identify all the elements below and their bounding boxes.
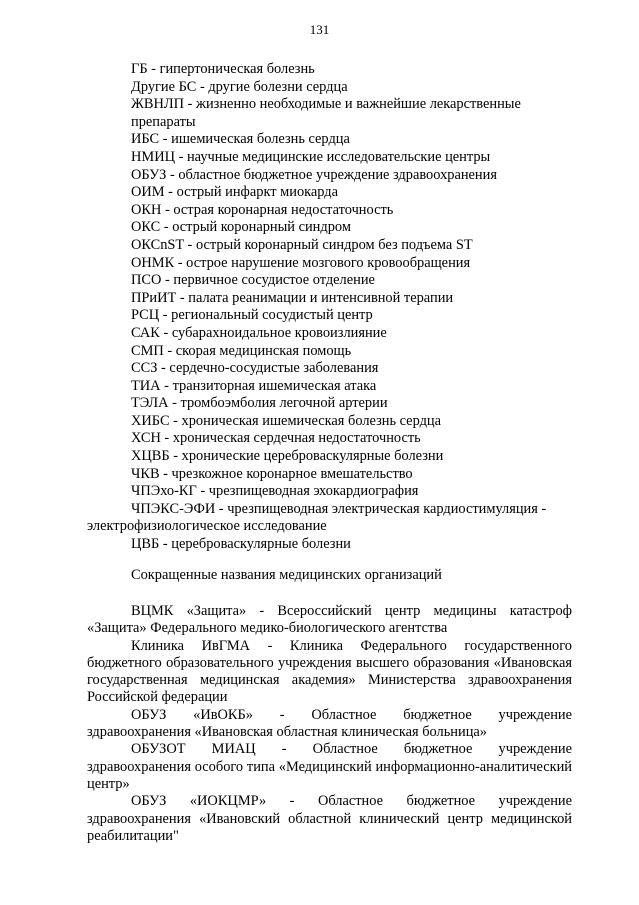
abbreviation-item: ССЗ - сердечно-сосудистые заболевания [131,360,379,377]
abbreviation-item: ЦВБ - цереброваскулярные болезни [131,536,351,553]
organization-description: здравоохранения особого типа «Медицинский информационно-аналитический центр» [87,758,572,792]
abbreviation-item: ИБС - ишемическая болезнь сердца [131,131,350,148]
organization-list [87,603,572,845]
abbreviation-item: СМП - скорая медицинская помощь [131,342,352,359]
abbreviation-item: ЧПЭхо-КГ - чрезпищеводная эхокардиография [131,483,419,500]
abbreviation-item: ЧКВ - чрезкожное коронарное вмешательство [131,465,413,482]
abbreviation-item: ОБУЗ - областное бюджетное учреждение здравоохранения [131,166,497,183]
abbreviation-item: ОКС - острый коронарный синдром [131,219,351,236]
abbreviation-item-continuation: препараты [131,113,196,130]
organization-first-line: ОБУЗ «ИОКЦМР» - Областное бюджетное учреждение [131,793,572,810]
abbreviation-item: САК - субарахноидальное кровоизлияние [131,324,387,341]
organization-first-line: ОБУЗОТ МИАЦ - Областное бюджетное учреждение [131,741,572,758]
abbreviation-item: ОКСnST - острый коронарный синдром без подъема ST [131,236,473,253]
abbreviation-item: ОКН - острая коронарная недостаточность [131,201,394,218]
abbreviation-item-continuation: электрофизиологическое исследование [87,518,327,535]
abbreviation-item: Другие БС - другие болезни сердца [131,78,348,95]
organization-first-line: ВЦМК «Защита» - Всероссийский центр медицины катастроф [131,603,572,619]
abbreviation-item: ОИМ - острый инфаркт миокарда [131,184,339,201]
abbreviation-item: ХСН - хроническая сердечная недостаточность [131,430,421,447]
abbreviation-item: ХИБС - хроническая ишемическая болезнь сердца [131,412,441,429]
organization-description: здравоохранения «Ивановская областная клиническая больница» [87,724,487,741]
abbreviation-item: ОНМК - острое нарушение мозгового кровообращения [131,254,471,271]
organization-first-line: Клиника ИвГМА - Клиника Федерального государственного [131,637,572,654]
abbreviation-item: ГБ - гипертоническая болезнь [131,61,315,77]
abbreviation-item: НМИЦ - научные медицинские исследовательские центры [131,148,491,165]
abbreviation-item: ПРиИТ - палата реанимации и интенсивной терапии [131,289,454,306]
abbreviation-list [87,61,581,554]
abbreviation-item: ПСО - первичное сосудистое отделение [131,272,375,289]
page-number: 131 [309,22,330,37]
organization-description: бюджетного образовательного учреждения высшего образования «Ивановская государственная медицинская академия» Министерства здравоохранения Российской федерации [87,654,572,706]
organization-description: «Защита» Федерального медико-биологического агентства [87,620,448,637]
abbreviation-item: ТИА - транзиторная ишемическая атака [131,377,377,394]
organization-description: здравоохранения «Ивановский областной клинический центр медицинской реабилитации" [87,810,572,844]
abbreviation-item: РСЦ - региональный сосудистый центр [131,307,373,324]
abbreviation-item: ЖВНЛП - жизненно необходимые и важнейшие лекарственные [131,96,521,113]
abbreviation-item: ЧПЭКС-ЭФИ - чрезпищеводная электрическая кардиостимуляция - [131,500,547,517]
organization-first-line: ОБУЗ «ИвОКБ» - Областное бюджетное учреждение [131,706,572,723]
abbreviation-item: ХЦВБ - хронические цереброваскулярные болезни [131,448,444,465]
section-title: Сокращенные названия медицинских организаций [131,567,442,583]
abbreviation-item: ТЭЛА - тромбоэмболия легочной артерии [131,395,388,412]
